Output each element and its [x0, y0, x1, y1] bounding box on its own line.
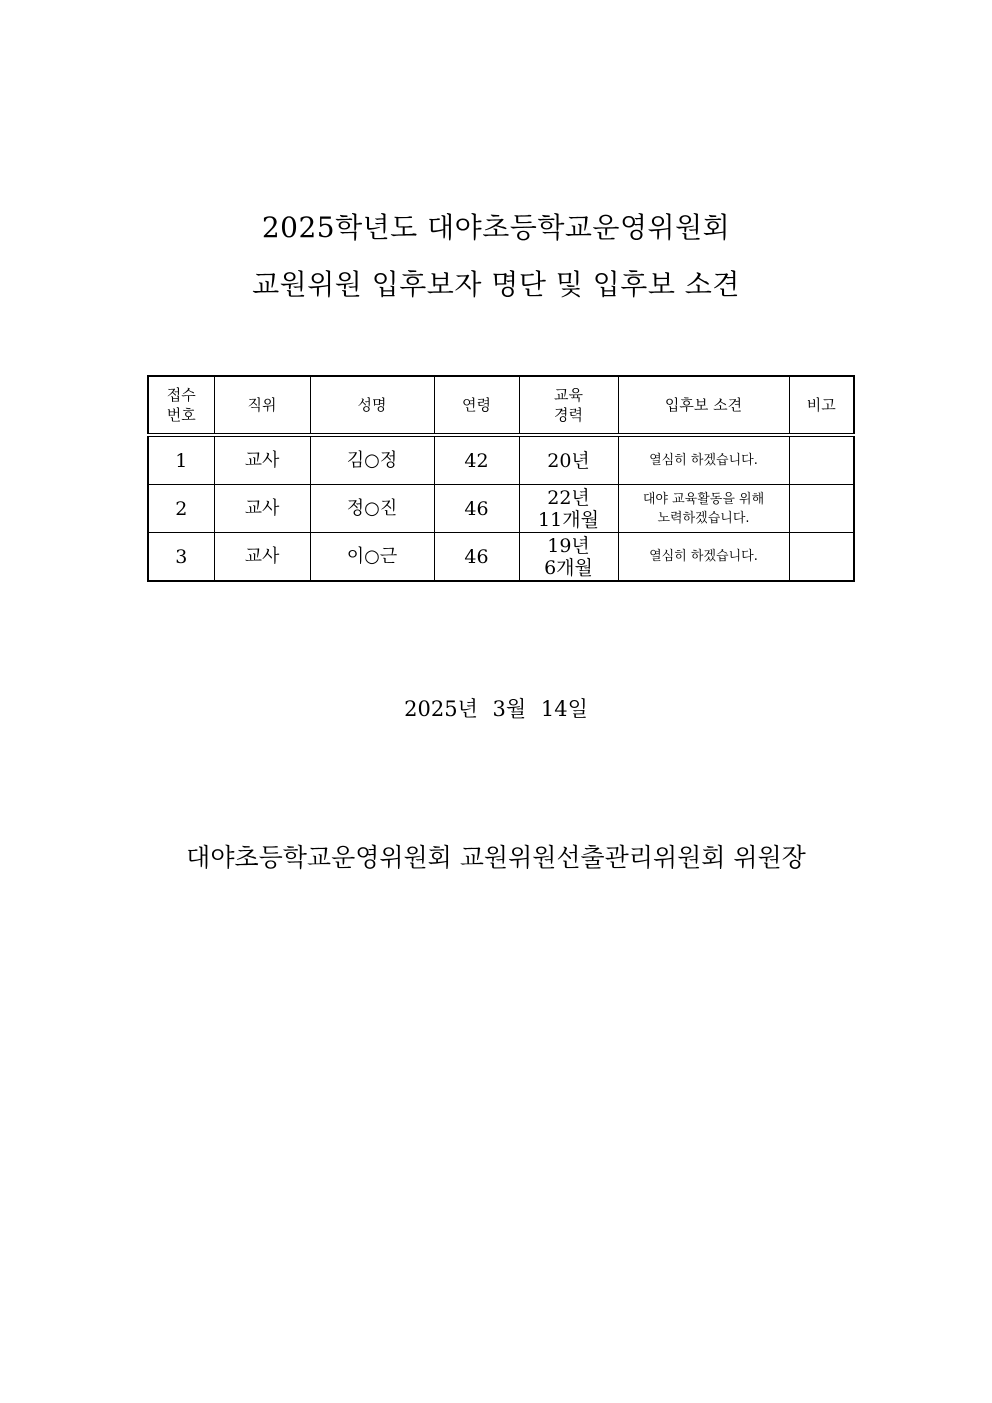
cell-age: 46: [434, 485, 519, 533]
cell-position: 교사: [214, 435, 310, 485]
cell-statement: 열심히 하겠습니다.: [618, 533, 789, 582]
header-statement: 입후보 소견: [618, 376, 789, 435]
table-header-row: [148, 376, 854, 435]
header-career: 교육 경력: [519, 376, 618, 435]
header-position: 직위: [214, 376, 310, 435]
cell-career: 20년: [519, 435, 618, 485]
cell-name: 김○정: [310, 435, 434, 485]
document-title-line1: 2025학년도 대야초등학교운영위원회: [261, 211, 731, 244]
header-name: 성명: [310, 376, 434, 435]
table-row: [148, 485, 854, 533]
table-row: [148, 435, 854, 485]
document-date: 2025년 3월 14일: [404, 697, 588, 721]
cell-note: [789, 533, 854, 582]
cell-name: 정○진: [310, 485, 434, 533]
signature-line: 대야초등학교운영위원회 교원위원선출관리위원회 위원장: [186, 843, 806, 872]
cell-age: 42: [434, 435, 519, 485]
cell-statement: 열심히 하겠습니다.: [618, 435, 789, 485]
cell-name: 이○근: [310, 533, 434, 582]
header-age: 연령: [434, 376, 519, 435]
cell-position: 교사: [214, 533, 310, 582]
candidate-table: [147, 375, 855, 582]
document-title-line2: 교원위원 입후보자 명단 및 입후보 소견: [252, 268, 740, 301]
cell-career: 22년 11개월: [519, 485, 618, 533]
cell-note: [789, 435, 854, 485]
header-note: 비고: [789, 376, 854, 435]
cell-number: 3: [148, 533, 214, 582]
cell-position: 교사: [214, 485, 310, 533]
cell-career: 19년 6개월: [519, 533, 618, 582]
table-row: [148, 533, 854, 582]
cell-age: 46: [434, 533, 519, 582]
header-receipt-number: 접수 번호: [148, 376, 214, 435]
cell-number: 1: [148, 435, 214, 485]
cell-statement: 대야 교육활동을 위해 노력하겠습니다.: [618, 485, 789, 533]
cell-number: 2: [148, 485, 214, 533]
cell-note: [789, 485, 854, 533]
